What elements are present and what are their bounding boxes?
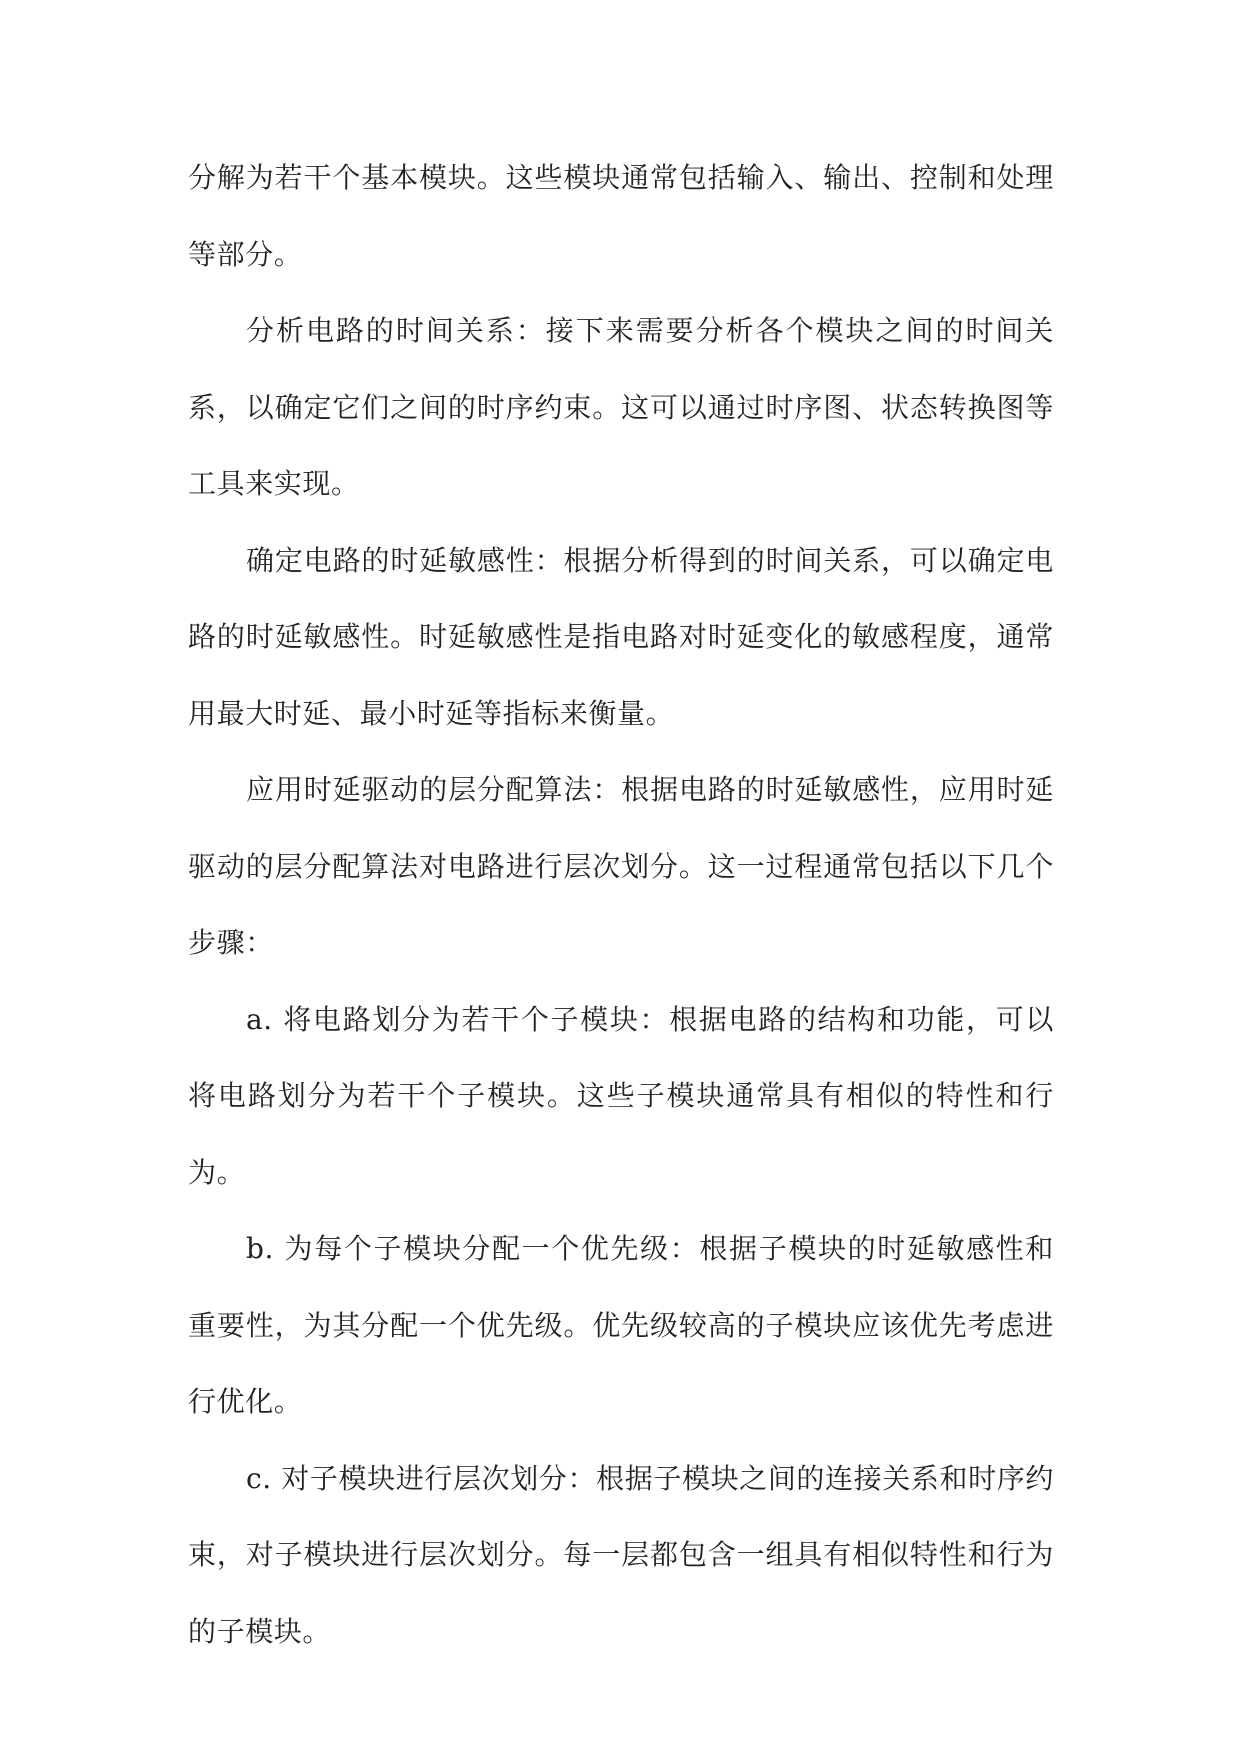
paragraph-1: 分解为若干个基本模块。这些模块通常包括输入、输出、控制和处理等部分。 (188, 161, 1054, 271)
body-text (188, 140, 1054, 1670)
list-item-b: b. 为每个子模块分配一个优先级：根据子模块的时延敏感性和重要性，为其分配一个优先级。优先级较高的子模块应该优先考虑进行优化。 (188, 1232, 1054, 1418)
paragraph-4: 应用时延驱动的层分配算法：根据电路的时延敏感性，应用时延驱动的层分配算法对电路进行层次划分。这一过程通常包括以下几个步骤： (188, 773, 1054, 959)
list-item-a: a. 将电路划分为若干个子模块：根据电路的结构和功能，可以将电路划分为若干个子模块。这些子模块通常具有相似的特性和行为。 (188, 1002, 1054, 1189)
paragraph-3: 确定电路的时延敏感性：根据分析得到的时间关系，可以确定电路的时延敏感性。时延敏感性是指电路对时延变化的敏感程度，通常用最大时延、最小时延等指标来衡量。 (188, 543, 1054, 730)
list-item-c: c. 对子模块进行层次划分：根据子模块之间的连接关系和时序约束，对子模块进行层次划分。每一层都包含一组具有相似特性和行为的子模块。 (188, 1461, 1054, 1648)
paragraph-2: 分析电路的时间关系：接下来需要分析各个模块之间的时间关系，以确定它们之间的时序约束。这可以通过时序图、状态转换图等工具来实现。 (188, 314, 1054, 500)
